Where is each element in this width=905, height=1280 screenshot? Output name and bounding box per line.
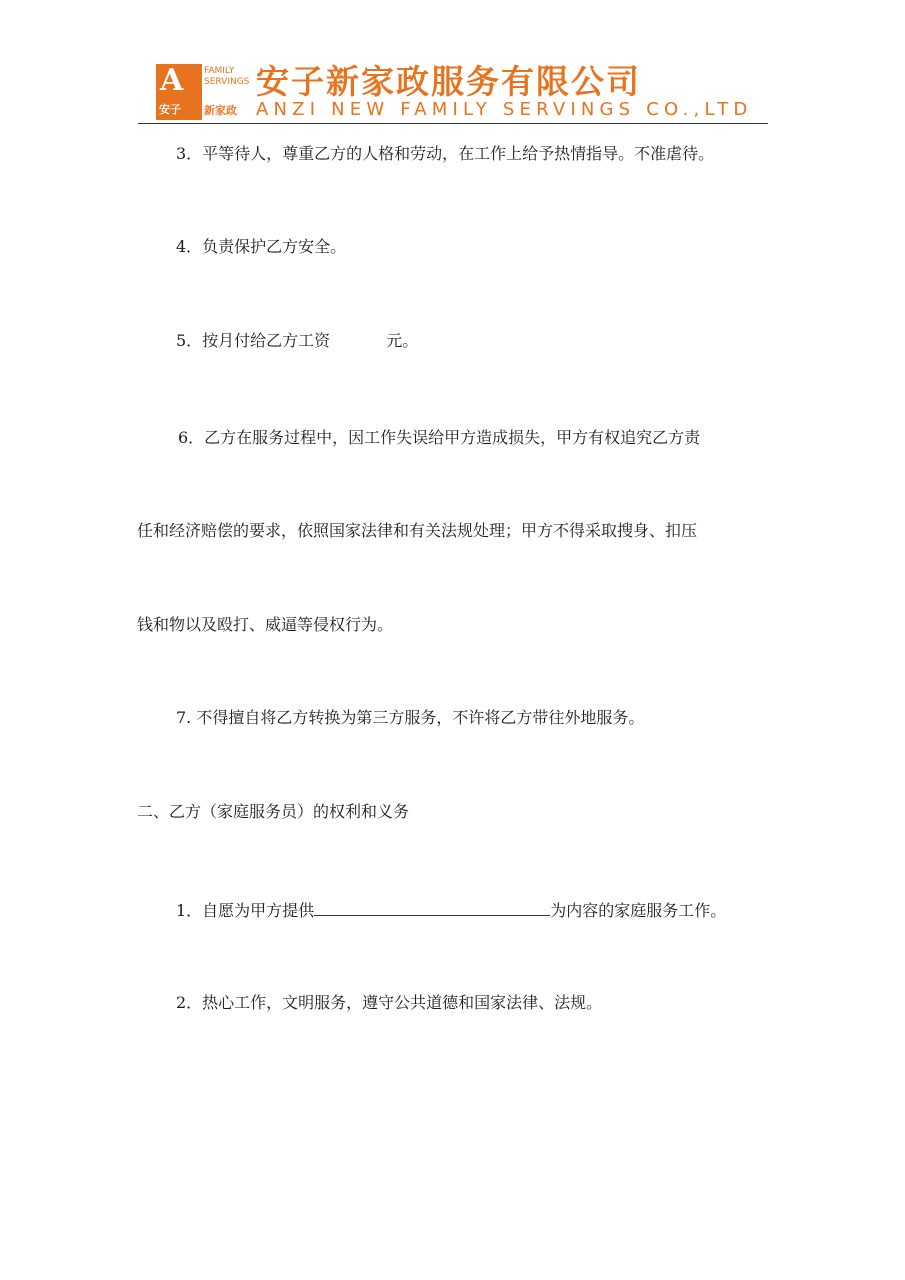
clause-a-5-text: 5．按月付给乙方工资 (176, 331, 331, 350)
clause-a-6-line-1: 6．乙方在服务过程中，因工作失误给甲方造成损失，甲方有权追究乙方责 (178, 428, 701, 447)
clause-a-6-line-3: 钱和物以及殴打、威逼等侵权行为。 (137, 615, 394, 634)
clause-b-2: 2．热心工作，文明服务，遵守公共道德和国家法律、法规。 (176, 993, 603, 1012)
clause-b-1-text: 1．自愿为甲方提供 (176, 901, 315, 920)
company-name-en: ANZI NEW FAMILY SERVINGS CO.,LTD (256, 99, 753, 120)
logo-cn-left: 安子 (159, 103, 181, 116)
company-logo (156, 64, 248, 120)
clause-a-3: 3．平等待人，尊重乙方的人格和劳动，在工作上给予热情指导。不准虐待。 (176, 144, 715, 163)
clause-b-1-tail: 为内容的家庭服务工作。 (550, 901, 727, 920)
clause-a-6-line-2: 任和经济赔偿的要求，依照国家法律和有关法规处理；甲方不得采取搜身、扣压 (137, 521, 698, 540)
logo-mark (156, 64, 202, 120)
company-name-cn: 安子新家政服务有限公司 (256, 62, 641, 101)
clause-a-5 (176, 331, 418, 351)
logo-en-line-2: SERVINGS (204, 77, 250, 87)
logo-cn-right: 新家政 (204, 104, 237, 117)
header-divider (138, 123, 768, 124)
clause-a-5-unit: 元。 (386, 331, 419, 350)
clause-b-1 (176, 899, 726, 921)
service-content-blank (314, 899, 550, 916)
logo-en-line-1: FAMILY (204, 66, 235, 76)
clause-a-4: 4．负责保护乙方安全。 (176, 237, 347, 256)
logo-text (204, 66, 250, 120)
logo-glyph: A (160, 63, 184, 98)
clause-a-7: 7. 不得擅自将乙方转换为第三方服务，不许将乙方带往外地服务。 (176, 708, 645, 727)
section-2-heading: 二、乙方（家庭服务员）的权利和义务 (137, 802, 410, 821)
letterhead (156, 62, 753, 122)
